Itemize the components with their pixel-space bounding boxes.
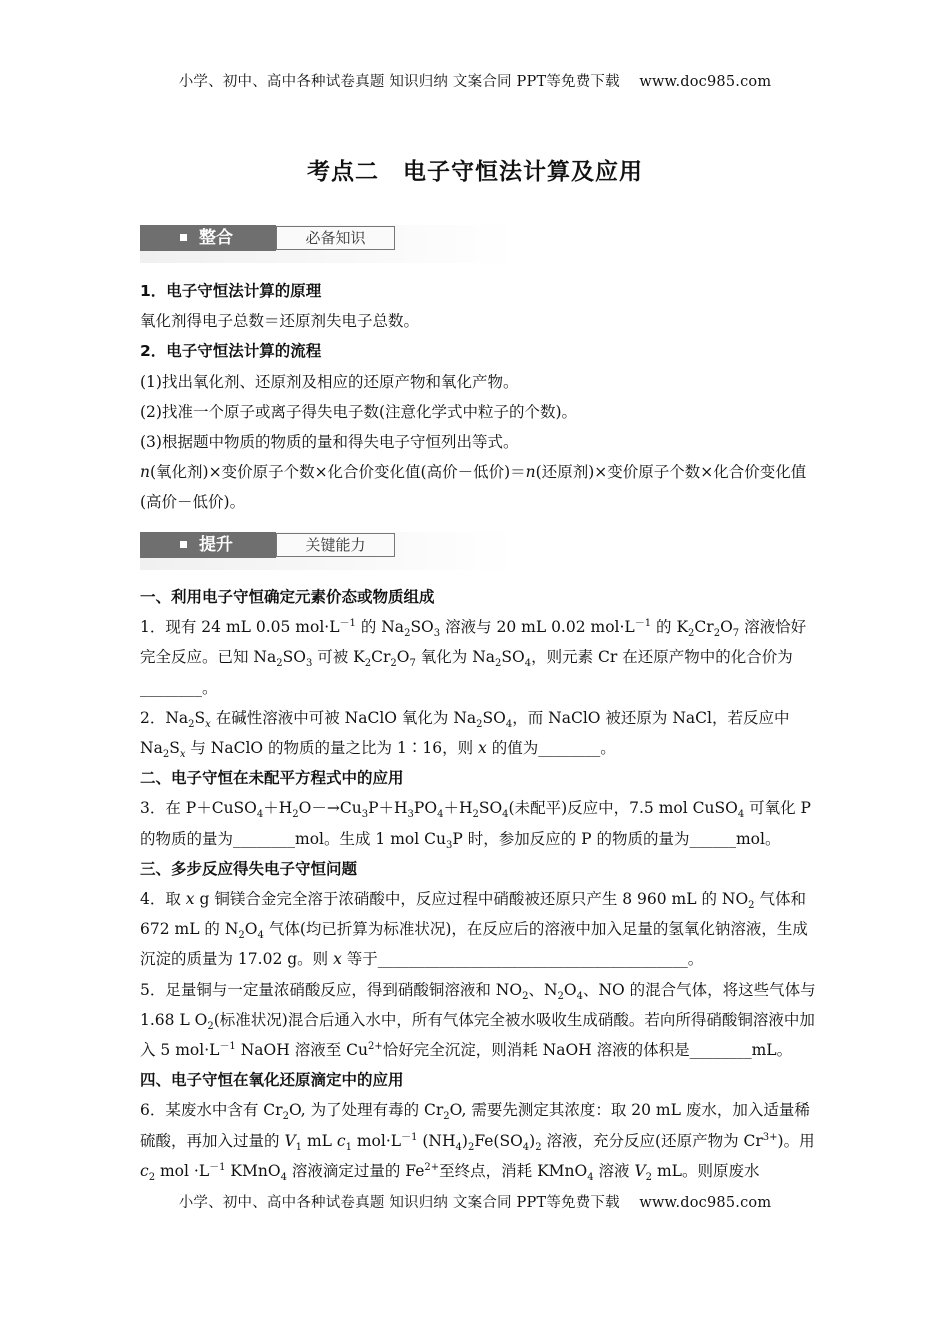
paragraph: 6．某废水中含有 $Cr_2O$, 为了处理有毒的 $Cr_2O$, 需要先测定其浓度：取 20 mL 废水，加入适量稀硫酸，再加入过量的 $V_1$ mL $c_1$ $mol\cdot L^{-1}$ $(NH_4)_2Fe(SO_4)_2$ 溶液，充分反应(还原产物为 $Cr^{3+}$)。用 $c_2$ mol $\cdot L^{-1}$ KMnO$_4$ 溶液滴定过量的 $Fe^{2+}$至终点，消耗 KMnO$_4$ 溶液 $V_2$ mL。则原废水 xyxy=(140,1101,815,1183)
section-heading: 四、电子守恒在氧化还原滴定中的应用 xyxy=(140,1071,404,1090)
section-banner-knowledge xyxy=(140,225,516,263)
page-footer: 小学、初中、高中各种试卷真题 知识归纳 文案合同 PPT等免费下载 www.doc985.com xyxy=(178,1195,772,1211)
paragraph: 4．取 x g 铜镁合金完全溶于浓硝酸中，反应过程中硝酸被还原只产生 8 960 mL 的 $NO_2$ 气体和 672 mL 的 $N_2O_4$ 气体(均已折算为标准状况)，在反应后的溶液中加入足量的氢氧化钠溶液，生成沉淀的质量为 17.02 g。则 x 等于________________________________________。 xyxy=(140,890,808,969)
section-heading: 2．电子守恒法计算的流程 xyxy=(140,342,322,361)
banner-label: 整合 xyxy=(140,225,276,251)
section-heading: 二、电子守恒在未配平方程式中的应用 xyxy=(140,769,404,788)
banner-sublabel: 必备知识 xyxy=(276,226,395,250)
page-header: 小学、初中、高中各种试卷真题 知识归纳 文案合同 PPT等免费下载 www.doc985.com xyxy=(178,74,772,90)
paragraph: (2)找准一个原子或离子得失电子数(注意化学式中粒子的个数)。 xyxy=(140,402,578,421)
section-heading: 三、多步反应得失电子守恒问题 xyxy=(140,859,358,878)
ability-section xyxy=(140,582,820,1186)
square-icon xyxy=(180,541,187,548)
section-heading: 一、利用电子守恒确定元素价态或物质组成 xyxy=(140,588,435,606)
paragraph: 3．在 $P+CuSO_4+H_2O-\to Cu_3P+H_3PO_4+H_2SO_4$(未配平)反应中，7.5 mol CuSO$_4$ 可氧化 P 的物质的量为________mol。生成 1 mol $Cu_3P$ 时，参加反应的 P 的物质的量为______mol。 xyxy=(140,799,811,851)
page-title: 考点二 电子守恒法计算及应用 xyxy=(307,159,643,185)
paragraph: (3)根据题中物质的物质的量和得失电子守恒列出等式。 xyxy=(140,433,519,452)
paragraph: n(氧化剂)×变价原子个数×化合价变化值(高价－低价)＝n(还原剂)×变价原子个数×化合价变化值(高价－低价)。 xyxy=(140,463,807,512)
section-heading: 1．电子守恒法计算的原理 xyxy=(140,282,322,300)
paragraph: (1)找出氧化剂、还原剂及相应的还原产物和氧化产物。 xyxy=(140,372,519,391)
paragraph: 5．足量铜与一定量浓硝酸反应，得到硝酸铜溶液和 $NO_2$、$N_2O_4$、NO 的混合气体，将这些气体与 1.68 L $O_2$(标准状况)混合后通入水中，所有气体完全被水吸收生成硝酸。若向所得硝酸铜溶液中加入 5 $mol\cdot L^{-1}$ NaOH 溶液至 $Cu^{2+}$恰好完全沉淀，则消耗 NaOH 溶液的体积是________mL。 xyxy=(140,980,816,1060)
knowledge-section xyxy=(140,276,820,518)
paragraph: 氧化剂得电子总数＝还原剂失电子总数。 xyxy=(140,312,420,331)
banner-label: 提升 xyxy=(140,532,276,558)
banner-sublabel: 关键能力 xyxy=(276,533,395,557)
square-icon xyxy=(180,234,187,241)
paragraph: 2．$Na_2S_x$ 在碱性溶液中可被 NaClO 氧化为 $Na_2SO_4$，而 NaClO 被还原为 NaCl，若反应中 $Na_2S_x$ 与 NaClO 的物质的量之比为 1∶16，则 x 的值为________。 xyxy=(140,708,790,761)
paragraph: 1．现有 24 mL 0.05 $mol\cdot L^{-1}$ 的 $Na_2SO_3$ 溶液与 20 mL 0.02 $mol\cdot L^{-1}$ 的 $K_2Cr_2O_7$ 溶液恰好完全反应。已知 $Na_2SO_3$ 可被 $K_2Cr_2O_7$ 氧化为 $Na_2SO_4$，则元素 Cr 在还原产物中的化合价为________。 xyxy=(140,618,807,697)
section-banner-ability xyxy=(140,532,516,570)
